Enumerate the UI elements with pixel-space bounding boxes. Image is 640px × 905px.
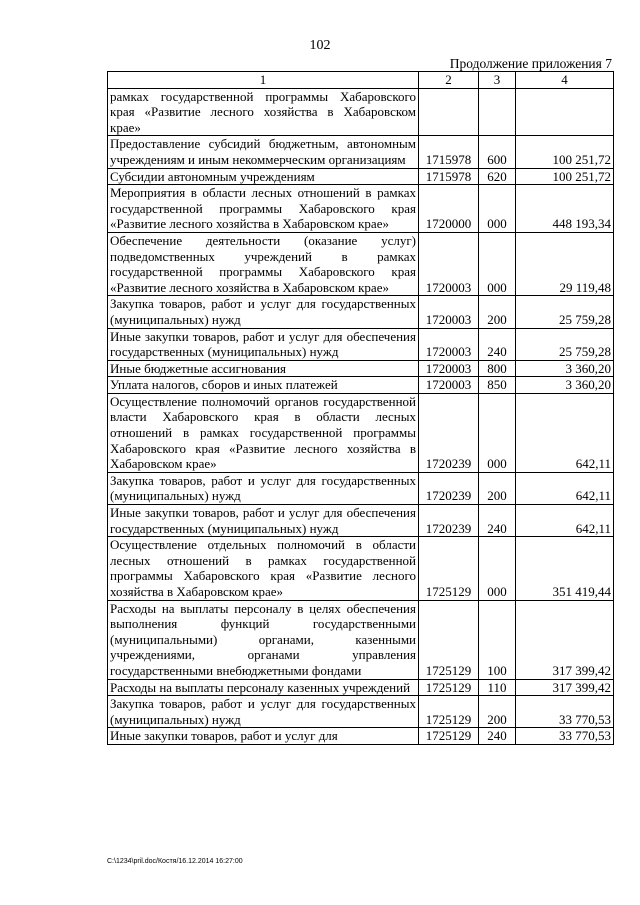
row-description: Осуществление отдельных полномочий в области лесных отношений в рамках государственной программы Хабаровского края «Развитие лесного хозяйства в Хабаровском крае» — [108, 537, 419, 600]
table-header-row — [108, 72, 614, 89]
header-col-1: 1 — [108, 72, 419, 89]
table-row — [108, 679, 614, 696]
table-row — [108, 360, 614, 377]
table-row — [108, 505, 614, 537]
row-expense-type: 000 — [479, 393, 516, 472]
row-target-code: 1720003 — [419, 377, 479, 394]
table-row — [108, 377, 614, 394]
row-target-code: 1725129 — [419, 679, 479, 696]
row-expense-type: 620 — [479, 168, 516, 185]
row-expense-type: 100 — [479, 600, 516, 679]
row-description: Закупка товаров, работ и услуг для государственных (муниципальных) нужд — [108, 696, 419, 728]
row-expense-type: 200 — [479, 472, 516, 504]
row-expense-type: 800 — [479, 360, 516, 377]
row-amount: 3 360,20 — [516, 377, 614, 394]
row-description: Иные закупки товаров, работ и услуг для обеспечения государственных (муниципальных) нужд — [108, 328, 419, 360]
row-target-code: 1720003 — [419, 360, 479, 377]
continuation-note: Продолжение приложения 7 — [449, 56, 612, 71]
row-amount: 448 193,34 — [516, 185, 614, 233]
row-expense-type: 600 — [479, 136, 516, 168]
row-amount: 642,11 — [516, 393, 614, 472]
row-target-code: 1715978 — [419, 168, 479, 185]
row-target-code: 1720239 — [419, 393, 479, 472]
row-amount: 25 759,28 — [516, 328, 614, 360]
row-description: Иные бюджетные ассигнования — [108, 360, 419, 377]
row-description: Расходы на выплаты персоналу в целях обеспечения выполнения функций государственными (муниципальными) органами, казенными учреждениями, органами управления государственными внебюджетными фондами — [108, 600, 419, 679]
row-amount: 29 119,48 — [516, 232, 614, 295]
row-description: Осуществление полномочий органов государственной власти Хабаровского края в области лесных отношений в рамках государственной программы Хабаровского края «Развитие лесного хозяйства в Хабаровском крае» — [108, 393, 419, 472]
row-target-code: 1725129 — [419, 600, 479, 679]
row-expense-type: 000 — [479, 232, 516, 295]
table-row — [108, 537, 614, 600]
row-target-code — [419, 88, 479, 136]
table-row — [108, 136, 614, 168]
row-target-code: 1720239 — [419, 472, 479, 504]
row-expense-type: 110 — [479, 679, 516, 696]
table-row — [108, 232, 614, 295]
table-row — [108, 296, 614, 328]
table-row — [108, 328, 614, 360]
row-description: Уплата налогов, сборов и иных платежей — [108, 377, 419, 394]
table-row — [108, 728, 614, 745]
row-target-code: 1725129 — [419, 537, 479, 600]
table-row — [108, 88, 614, 136]
row-amount — [516, 88, 614, 136]
row-amount: 33 770,53 — [516, 728, 614, 745]
row-expense-type: 240 — [479, 328, 516, 360]
table-row — [108, 472, 614, 504]
row-expense-type: 850 — [479, 377, 516, 394]
row-target-code: 1725129 — [419, 696, 479, 728]
file-path-footer: C:\1234\pril.doc/Костя/16.12.2014 16:27:00 — [107, 858, 243, 865]
table-row — [108, 168, 614, 185]
header-col-3: 3 — [479, 72, 516, 89]
row-description: Мероприятия в области лесных отношений в рамках государственной программы Хабаровского края «Развитие лесного хозяйства в Хабаровском крае» — [108, 185, 419, 233]
header-col-2: 2 — [419, 72, 479, 89]
row-amount: 3 360,20 — [516, 360, 614, 377]
row-description: Иные закупки товаров, работ и услуг для — [108, 728, 419, 745]
row-amount: 25 759,28 — [516, 296, 614, 328]
row-expense-type: 200 — [479, 296, 516, 328]
row-amount: 642,11 — [516, 472, 614, 504]
row-description: Субсидии автономным учреждениям — [108, 168, 419, 185]
row-target-code: 1725129 — [419, 728, 479, 745]
row-target-code: 1720003 — [419, 328, 479, 360]
row-amount: 33 770,53 — [516, 696, 614, 728]
table-row — [108, 600, 614, 679]
row-description: Предоставление субсидий бюджетным, автономным учреждениям и иным некоммерческим организациям — [108, 136, 419, 168]
row-amount: 351 419,44 — [516, 537, 614, 600]
row-description: Обеспечение деятельности (оказание услуг) подведомственных учреждений в рамках государственной программы Хабаровского края «Развитие лесного хозяйства в Хабаровском крае» — [108, 232, 419, 295]
row-description: Закупка товаров, работ и услуг для государственных (муниципальных) нужд — [108, 472, 419, 504]
row-target-code: 1715978 — [419, 136, 479, 168]
table-row — [108, 393, 614, 472]
row-amount: 317 399,42 — [516, 679, 614, 696]
row-amount: 100 251,72 — [516, 136, 614, 168]
row-amount: 100 251,72 — [516, 168, 614, 185]
row-description: Расходы на выплаты персоналу казенных учреждений — [108, 679, 419, 696]
table-row — [108, 185, 614, 233]
row-expense-type: 200 — [479, 696, 516, 728]
header-col-4: 4 — [516, 72, 614, 89]
row-amount: 642,11 — [516, 505, 614, 537]
row-expense-type: 000 — [479, 537, 516, 600]
row-target-code: 1720000 — [419, 185, 479, 233]
budget-table — [107, 71, 614, 745]
row-amount: 317 399,42 — [516, 600, 614, 679]
row-expense-type — [479, 88, 516, 136]
row-description: Иные закупки товаров, работ и услуг для обеспечения государственных (муниципальных) нужд — [108, 505, 419, 537]
row-target-code: 1720003 — [419, 232, 479, 295]
row-target-code: 1720239 — [419, 505, 479, 537]
row-target-code: 1720003 — [419, 296, 479, 328]
table-row — [108, 696, 614, 728]
row-description: Закупка товаров, работ и услуг для государственных (муниципальных) нужд — [108, 296, 419, 328]
row-expense-type: 000 — [479, 185, 516, 233]
row-expense-type: 240 — [479, 728, 516, 745]
page-number: 102 — [309, 38, 331, 53]
row-expense-type: 240 — [479, 505, 516, 537]
row-description: рамках государственной программы Хабаровского края «Развитие лесного хозяйства в Хабаровском крае» — [108, 88, 419, 136]
